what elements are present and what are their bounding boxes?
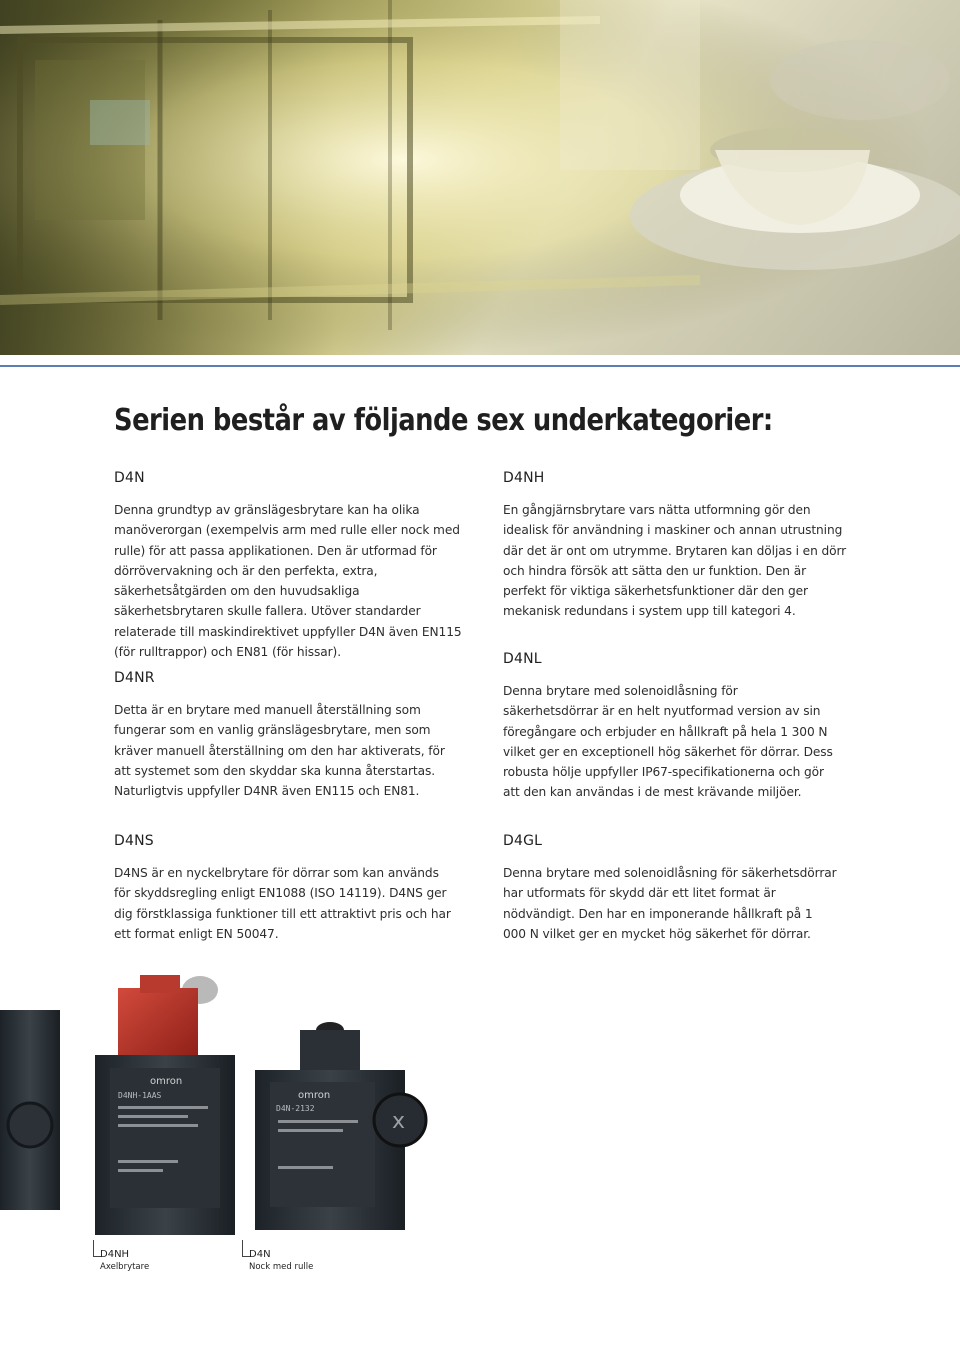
caption-title: D4N bbox=[249, 1249, 271, 1260]
caption-subtitle: Axelbrytare bbox=[100, 1262, 150, 1272]
hero-divider bbox=[0, 365, 960, 367]
section-body: Detta är en brytare med manuell återställning som fungerar som en vanlig gränslägesbrytare, men som kräver manuell återställning om den har aktiverats, för att systemet som den skyddar ska kunna återstartas. Naturligtvis uppfyller D4NR även EN115 och EN81. bbox=[114, 703, 445, 799]
screw-x-mark: x bbox=[392, 1109, 406, 1134]
hero-illustration bbox=[0, 0, 960, 355]
section-body: Denna brytare med solenoidlåsning för säkerhetsdörrar är en helt nyutformad version av sin föregångare och erbjuder en hållkraft på hela 1 300 N vilket ger en exceptionell hög säkerhet för dörrar. Dess robusta hölje uppfyller IP67-specifikationerna och gör att den kan användas i de mest krävande miljöer. bbox=[503, 684, 833, 800]
section-title: D4NS bbox=[114, 833, 154, 849]
section-body: Denna brytare med solenoidlåsning för säkerhetsdörrar har utformats för skydd där ett litet format är nödvändigt. Den har en imponerande hållkraft på 1 000 N vilket ger en mycket hög säkerhet för dörrar. bbox=[503, 866, 837, 941]
product-photo bbox=[0, 970, 430, 1240]
section-d4nl bbox=[503, 651, 833, 803]
section-d4n bbox=[114, 470, 464, 662]
section-d4nh bbox=[503, 470, 848, 622]
caption-d4n bbox=[249, 1249, 313, 1273]
section-title: D4N bbox=[114, 470, 145, 486]
section-d4gl bbox=[503, 833, 838, 944]
section-body: D4NS är en nyckelbrytare för dörrar som kan används för skyddsregling enligt EN1088 (ISO 14119). D4NS ger dig förstklassiga funktioner till ett attraktivt pris och har ett format enligt EN 50047. bbox=[114, 866, 451, 941]
section-title: D4NH bbox=[503, 470, 545, 486]
switch-products-illustration bbox=[0, 970, 430, 1240]
model-label: D4NH-1AAS bbox=[118, 1091, 162, 1100]
omron-logo: omron bbox=[150, 1076, 183, 1087]
section-title: D4NR bbox=[114, 670, 155, 686]
hero-image bbox=[0, 0, 960, 355]
section-d4ns bbox=[114, 833, 459, 944]
section-title: D4NL bbox=[503, 651, 542, 667]
section-body: Denna grundtyp av gränslägesbrytare kan ha olika manöverorgan (exempelvis arm med rulle eller nock med rulle) för att passa applikationen. Den är utformad för dörrövervakning och är den perfekta, extra, säkerhetsåtgärden om den huvudsakliga säkerhetsbrytaren skulle fallera. Utöver standarder relaterade till maskindirektivet uppfyller D4N även EN115 (för rulltrappor) och EN81 (för hissar). bbox=[114, 503, 462, 660]
section-d4nr bbox=[114, 670, 464, 801]
section-title: D4GL bbox=[503, 833, 543, 849]
caption-subtitle: Nock med rulle bbox=[249, 1262, 314, 1272]
caption-title: D4NH bbox=[100, 1249, 130, 1260]
page-title: Serien består av följande sex underkategorier: bbox=[114, 403, 773, 438]
section-body: En gångjärnsbrytare vars nätta utformning gör den idealisk för användning i maskiner och annan utrustning där det är ont om utrymme. Brytaren kan döljas i en dörr och hindra försök att sätta den ur funktion. Den är perfekt för viktiga säkerhetsfunktioner där den ger mekanisk redundans i system upp till kategori 4. bbox=[503, 503, 847, 619]
omron-logo: omron bbox=[298, 1090, 331, 1101]
model-label: D4N-2132 bbox=[276, 1104, 315, 1113]
caption-d4nh bbox=[100, 1249, 149, 1273]
